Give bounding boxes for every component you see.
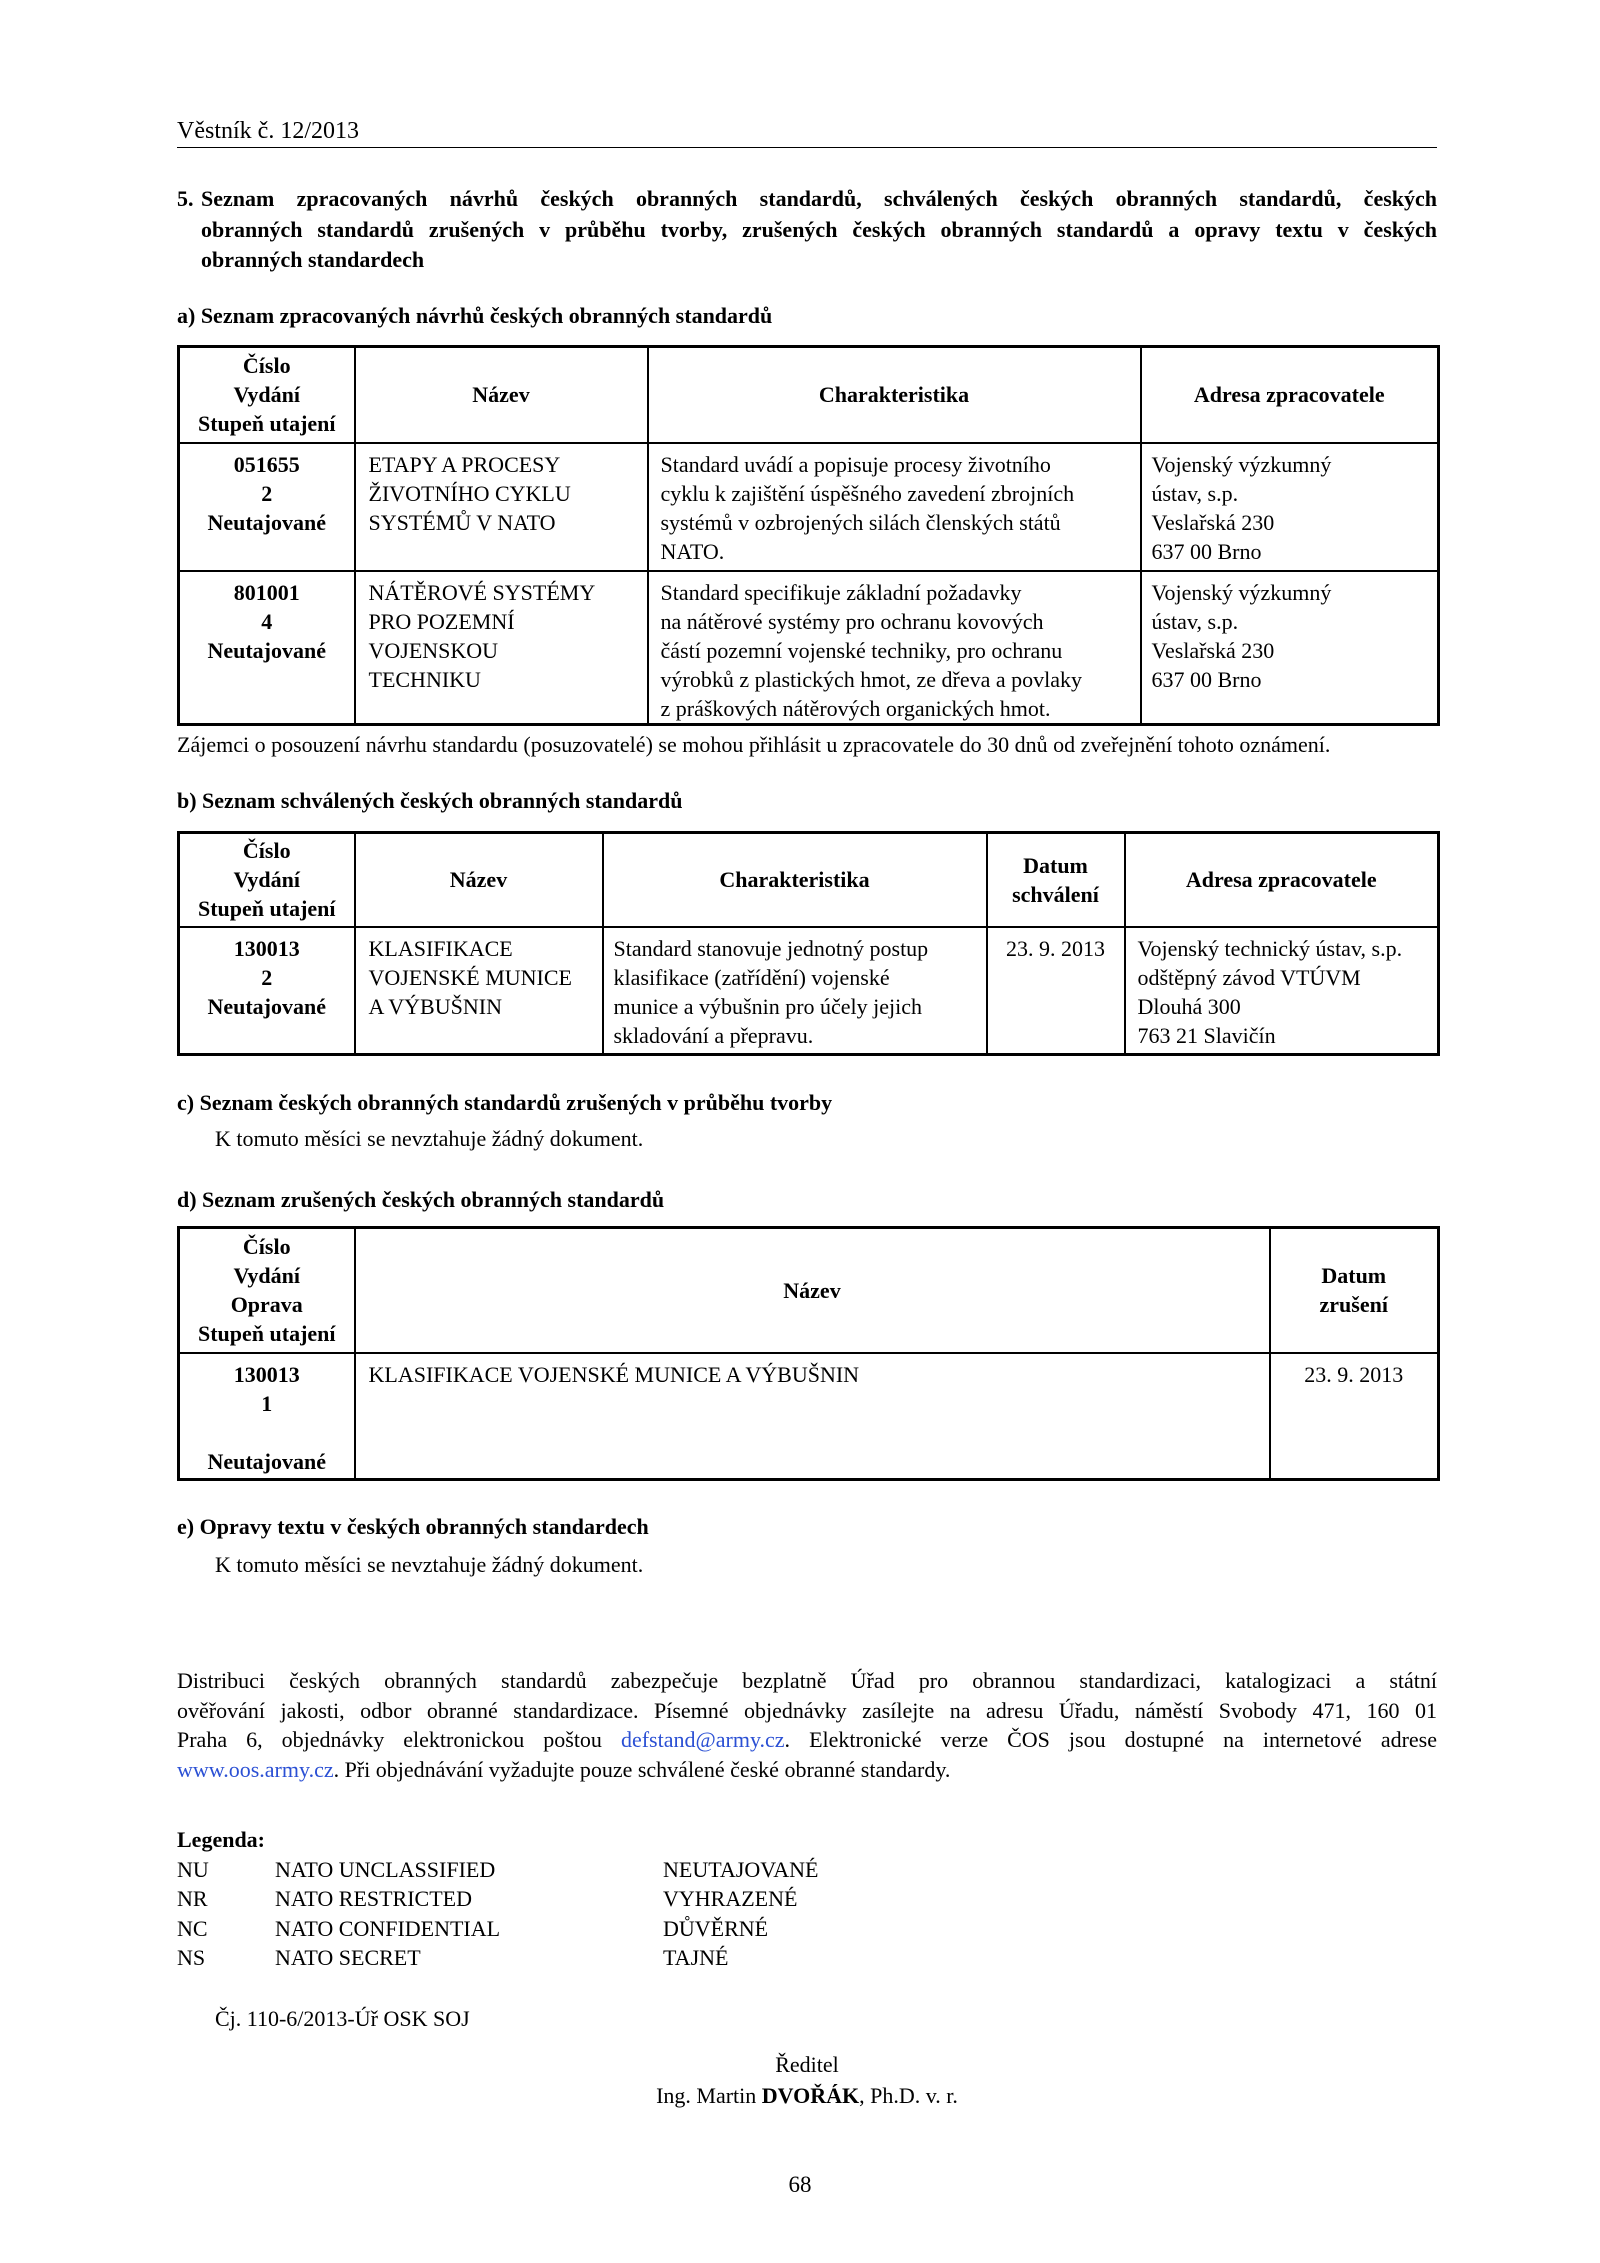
address-line: 637 00 Brno (1151, 666, 1262, 692)
header-rule (177, 147, 1437, 148)
legend-title: Legenda: (177, 1827, 265, 1852)
section-5-heading (177, 184, 1437, 276)
legend-code: NU (177, 1857, 209, 1882)
header-date-line: Datum (1023, 852, 1088, 878)
signatory-name-prefix: Ing. Martin (656, 2083, 762, 2108)
standard-characteristic-cell (603, 927, 987, 1055)
header-id-line: Stupeň utajení (197, 411, 336, 437)
legend-code: NR (177, 1886, 208, 1912)
header-id-line: Vydání (233, 867, 300, 893)
legend-czech-level: NEUTAJOVANÉ (663, 1857, 819, 1882)
section-e-text: K tomuto měsíci se nevztahuje žádný dokument. (215, 1552, 644, 1577)
standard-name-line: A VÝBUŠNIN (368, 993, 502, 1019)
standard-id-line: 1 (261, 1390, 273, 1416)
header-name: Název (355, 833, 603, 927)
table-row (179, 571, 1439, 725)
address-line: Veslařská 230 (1151, 637, 1275, 663)
standard-id-cell (179, 1353, 355, 1480)
header-id-line: Oprava (230, 1292, 303, 1318)
standard-id-line: 130013 (233, 1361, 300, 1387)
legend-czech-level: TAJNÉ (663, 1944, 729, 1970)
standard-id-line: 801001 (233, 579, 300, 605)
standard-characteristic-cell (648, 571, 1141, 725)
distribution-line: Distribuci českých obranných standardů zabezpečuje bezplatně Úřad pro obrannou standardizaci, katalogizaci a státní (177, 1668, 1437, 1693)
legend-row (177, 1914, 937, 1943)
address-line: Vojenský výzkumný (1151, 451, 1332, 477)
header-id-line: Vydání (233, 382, 300, 408)
header-name: Název (355, 347, 648, 443)
signatory-surname: DVOŘÁK (761, 2083, 860, 2108)
table-approved-standards (177, 831, 1440, 1056)
section-number: 5. (177, 186, 194, 211)
distribution-text: Praha 6, objednávky elektronickou poštou (177, 1727, 621, 1753)
header-id-cell (179, 347, 355, 443)
standard-id-line: Neutajované (207, 993, 327, 1019)
standard-name-line: ETAPY A PROCESY (368, 451, 561, 477)
characteristic-line: cyklu k zajištění úspěšného zavedení zbrojních (660, 480, 1075, 506)
standard-id-cell (179, 927, 355, 1055)
legend-code: NC (177, 1915, 208, 1941)
standard-id-line: 2 (261, 480, 273, 506)
header-characteristic: Charakteristika (603, 833, 987, 927)
reviewer-note: Zájemci o posouzení návrhu standardu (posuzovatelé) se mohou přihlásit u zpracovatele do 30 dnů od zveřejnění tohoto oznámení. (177, 732, 1331, 757)
standard-name-line: NÁTĚROVÉ SYSTÉMY (368, 579, 596, 605)
distribution-text: . Při objednávání vyžadujte pouze schválené české obranné standardy. (333, 1756, 951, 1782)
distribution-line (177, 1725, 1437, 1755)
address-line: 763 21 Slavičín (1137, 1022, 1276, 1048)
characteristic-line: skladování a přepravu. (613, 1022, 814, 1048)
section-5-title-line: obranných standardů zrušených v průběhu tvorby, zrušených českých obranných standardů a opravy textu v českých (201, 216, 1437, 242)
distribution-line: ověřování jakosti, odbor obranné standardizace. Písemné objednávky zasílejte na adresu Úřadu, náměstí Svobody 471, 160 01 (177, 1697, 1437, 1723)
table-row (179, 1353, 1439, 1480)
table-header-row (179, 1228, 1439, 1353)
characteristic-line: Standard stanovuje jednotný postup (613, 935, 929, 961)
characteristic-line: munice a výbušnin pro účely jejich (613, 993, 923, 1019)
cancellation-date-cell: 23. 9. 2013 (1270, 1353, 1439, 1480)
standard-id-line: 4 (261, 608, 273, 634)
header-approval-date (987, 833, 1125, 927)
standard-id-cell (179, 443, 355, 571)
table-row (179, 927, 1439, 1055)
characteristic-line: výrobků z plastických hmot, ze dřeva a povlaky (660, 666, 1083, 692)
processor-address-cell (1125, 927, 1439, 1055)
standard-id-line: 130013 (233, 935, 300, 961)
legend-nato-level: NATO SECRET (275, 1944, 421, 1970)
header-characteristic: Charakteristika (648, 347, 1141, 443)
section-a-heading: a) Seznam zpracovaných návrhů českých obranných standardů (177, 303, 773, 328)
table-draft-standards (177, 345, 1440, 726)
section-5-title (201, 184, 1437, 276)
standard-id-line: Neutajované (207, 637, 327, 663)
standard-name-line: SYSTÉMŮ V NATO (368, 509, 556, 535)
address-line: Dlouhá 300 (1137, 993, 1241, 1019)
approval-date-cell: 23. 9. 2013 (987, 927, 1125, 1055)
address-line: Vojenský výzkumný (1151, 579, 1332, 605)
standard-name-line: VOJENSKOU (368, 637, 499, 663)
header-id-cell (179, 1228, 355, 1353)
standard-id-cell (179, 571, 355, 725)
legend-row (177, 1884, 937, 1913)
legend-nato-level: NATO CONFIDENTIAL (275, 1915, 501, 1941)
header-id-line: Stupeň utajení (197, 1321, 336, 1347)
distribution-line (177, 1755, 1437, 1785)
characteristic-line: Standard specifikuje základní požadavky (660, 579, 1022, 605)
website-link[interactable]: www.oos.army.cz (177, 1756, 334, 1782)
legend-row (177, 1943, 937, 1972)
email-link[interactable]: defstand@army.cz (620, 1727, 785, 1753)
standard-name-cell (355, 443, 648, 571)
header-date-line: Datum (1321, 1263, 1387, 1289)
address-line: ústav, s.p. (1151, 608, 1239, 634)
address-line: ústav, s.p. (1151, 480, 1239, 506)
address-line: 637 00 Brno (1151, 538, 1262, 564)
characteristic-line: Standard uvádí a popisuje procesy životního (660, 451, 1051, 477)
header-id-line: Číslo (242, 1234, 291, 1260)
characteristic-line: z práškových nátěrových organických hmot. (660, 695, 1051, 721)
header-id-line: Stupeň utajení (197, 896, 336, 922)
address-line: Veslařská 230 (1151, 509, 1275, 535)
address-line: Vojenský technický ústav, s.p. (1137, 935, 1403, 961)
characteristic-line: na nátěrové systémy pro ochranu kovových (660, 608, 1044, 634)
header-date-line: schválení (1012, 881, 1099, 907)
signature-block (177, 2049, 1437, 2111)
header-id-line: Číslo (242, 353, 291, 379)
table-header-row (179, 347, 1439, 443)
legend-code: NS (177, 1944, 206, 1970)
characteristic-line: klasifikace (zatřídění) vojenské (613, 964, 890, 990)
legend-czech-level: VYHRAZENÉ (663, 1886, 798, 1912)
processor-address-cell (1141, 443, 1439, 571)
standard-name-cell (355, 927, 603, 1055)
header-address: Adresa zpracovatele (1125, 833, 1439, 927)
signatory-role: Ředitel (775, 2052, 839, 2077)
standard-id-line: Neutajované (207, 509, 327, 535)
section-b-heading: b) Seznam schválených českých obranných standardů (177, 788, 683, 813)
standard-name-line: VOJENSKÉ MUNICE (368, 964, 572, 990)
standard-id-line: 2 (261, 964, 273, 990)
standard-characteristic-cell (648, 443, 1141, 571)
distribution-text: . Elektronické verze ČOS jsou dostupné na internetové adrese (784, 1727, 1437, 1753)
section-d-heading: d) Seznam zrušených českých obranných standardů (177, 1187, 665, 1212)
standard-name-line: PRO POZEMNÍ (368, 608, 515, 634)
section-5-title-line: obranných standardech (201, 247, 425, 272)
legend-row (177, 1855, 937, 1884)
header-date-line: zrušení (1319, 1292, 1388, 1318)
standard-id-line (184, 1418, 350, 1447)
processor-address-cell (1141, 571, 1439, 725)
header-address: Adresa zpracovatele (1141, 347, 1439, 443)
header-name: Název (355, 1228, 1270, 1353)
section-5-title-line: Seznam zpracovaných návrhů českých obranných standardů, schválených českých obranných standardů, českých (201, 186, 1437, 211)
section-c-text: K tomuto měsíci se nevztahuje žádný dokument. (215, 1126, 644, 1151)
standard-id-line: 051655 (233, 451, 300, 477)
legend-czech-level: DŮVĚRNÉ (663, 1915, 769, 1941)
address-line: odštěpný závod VTÚVM (1137, 964, 1361, 990)
standard-id-line: Neutajované (207, 1448, 327, 1474)
table-cancelled-standards (177, 1226, 1440, 1481)
standard-name-cell: KLASIFIKACE VOJENSKÉ MUNICE A VÝBUŠNIN (355, 1353, 1270, 1480)
header-id-line: Vydání (233, 1263, 300, 1289)
section-e-heading: e) Opravy textu v českých obranných standardech (177, 1514, 649, 1539)
characteristic-line: částí pozemní vojenské techniky, pro ochranu (660, 637, 1063, 663)
standard-name-line: KLASIFIKACE (368, 935, 513, 961)
legend-list (177, 1855, 937, 1972)
signatory-name-suffix: , Ph.D. v. r. (859, 2083, 958, 2108)
standard-name-line: TECHNIKU (368, 666, 481, 692)
distribution-paragraph (177, 1666, 1437, 1784)
table-header-row (179, 833, 1439, 927)
characteristic-line: NATO. (660, 538, 725, 564)
header-cancellation-date (1270, 1228, 1439, 1353)
standard-name-cell (355, 571, 648, 725)
table-row (179, 443, 1439, 571)
signatory-name (177, 2080, 1437, 2111)
standard-name-line: ŽIVOTNÍHO CYKLU (368, 480, 571, 506)
bulletin-title: Věstník č. 12/2013 (177, 118, 359, 144)
page-number: 68 (788, 2172, 812, 2197)
reference-number: Čj. 110-6/2013-Úř OSK SOJ (215, 2006, 470, 2031)
legend-nato-level: NATO RESTRICTED (275, 1886, 472, 1912)
header-id-line: Číslo (242, 838, 291, 864)
section-c-heading: c) Seznam českých obranných standardů zrušených v průběhu tvorby (177, 1090, 833, 1115)
characteristic-line: systémů v ozbrojených silách členských států (660, 509, 1061, 535)
legend-nato-level: NATO UNCLASSIFIED (275, 1857, 496, 1882)
header-id-cell (179, 833, 355, 927)
